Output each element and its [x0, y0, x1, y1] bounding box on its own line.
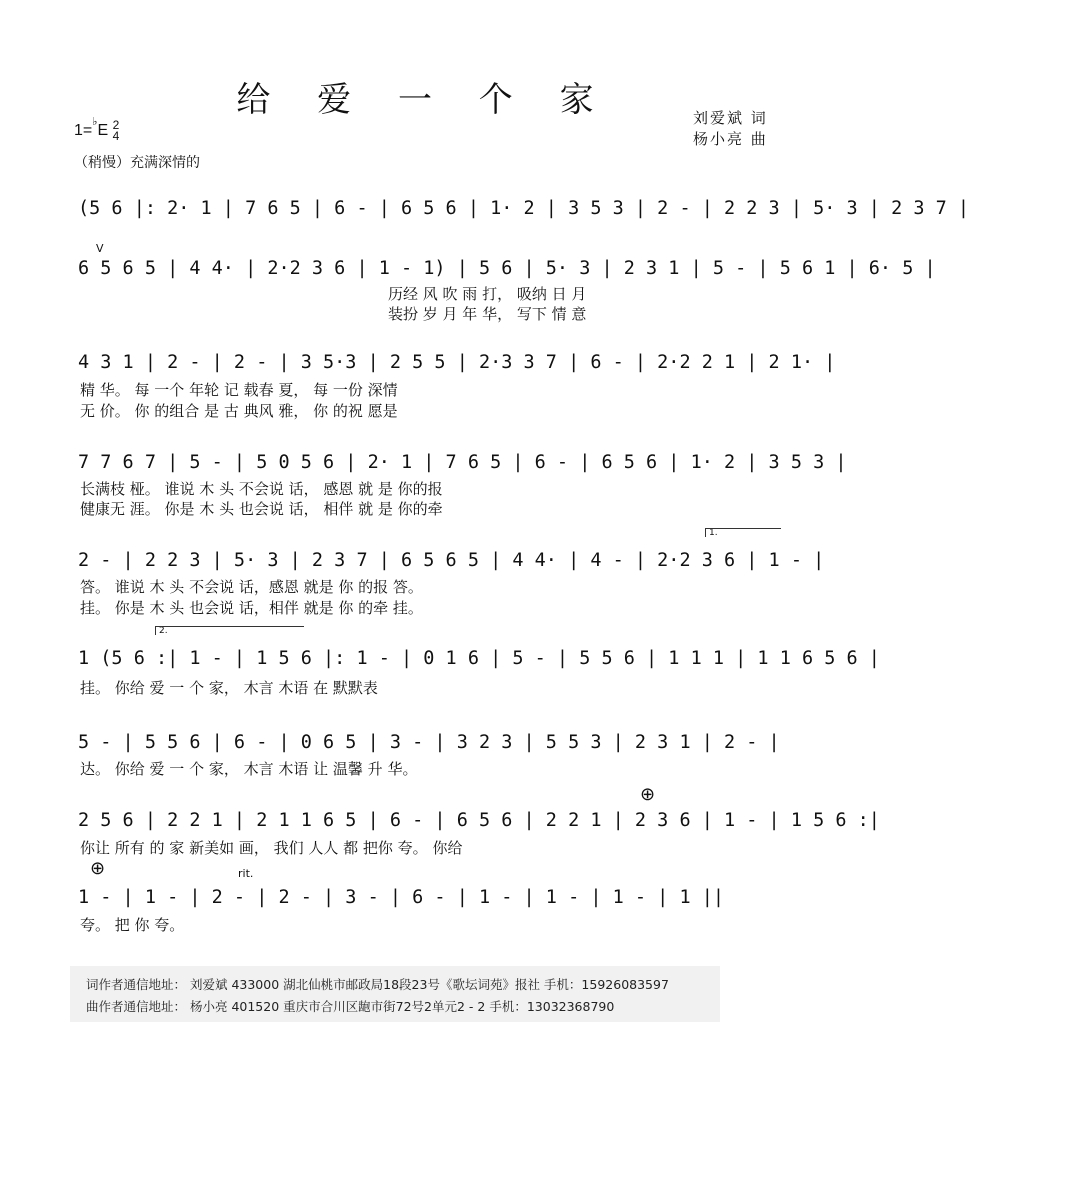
lyric-line: 精 华。 每 一个 年轮 记 载春 夏， 每 一份 深情 [80, 381, 398, 399]
volta-one: 1. [709, 528, 718, 538]
score-row-9: 1 - | 1 - | 2 - | 2 - | 3 - | 6 - | 1 - | 1 - | 1 - | 1 || [78, 887, 725, 908]
lyric-line: 挂。 你给 爱 一 个 家， 木言 木语 在 默默表 [80, 679, 378, 697]
score-row-3: 4 3 1 | 2 - | 2 - | 3 5·3 | 2 5 5 | 2·3 3 7 | 6 - | 2·2 2 1 | 2 1· | [78, 352, 836, 373]
score-row-5: 2 - | 2 2 3 | 5· 3 | 2 3 7 | 6 5 6 5 | 4 4· | 4 - | 2·2 3 6 | 1 - | [78, 550, 825, 571]
lyric-line: 答。 谁说 木 头 不会说 话，感恩 就是 你 的报 答。 [80, 578, 423, 596]
lyric-line: 装扮 岁 月 年 华， 写下 情 意 [388, 305, 587, 323]
song-title: 给 爱 一 个 家 [236, 80, 612, 120]
coda-sign-icon: ⊕ [640, 784, 656, 805]
lyric-line: 健康无 涯。 你是 木 头 也会说 话， 相伴 就 是 你的牵 [80, 500, 443, 518]
lyric-line: 挂。 你是 木 头 也会说 话，相伴 就是 你 的牵 挂。 [80, 599, 423, 617]
tempo-marking: （稍慢）充满深情的 [74, 155, 200, 171]
score-row-6: 1 (5 6 :| 1 - | 1 5 6 |: 1 - | 0 1 6 | 5 - | 5 5 6 | 1 1 1 | 1 1 6 5 6 | [78, 648, 880, 669]
score-row-7: 5 - | 5 5 6 | 6 - | 0 6 5 | 3 - | 3 2 3 | 5 5 3 | 2 3 1 | 2 - | [78, 732, 780, 753]
lyric-line: 历经 风 吹 雨 打， 吸纳 日 月 [388, 285, 587, 303]
time-signature [113, 120, 120, 142]
composer-credit: 杨小亮 曲 [693, 130, 768, 148]
composer-address: 曲作者通信地址： 杨小亮 401520 重庆市合川区龅市街72号2单元2 - 2 手机：13032368790 [86, 999, 615, 1014]
flat-sign: ♭ [92, 116, 98, 129]
lyric-line: 达。 你给 爱 一 个 家， 木言 木语 让 温馨 升 华。 [80, 760, 418, 778]
time-top: 2 [112, 118, 120, 132]
lyric-line: 长满枝 桠。 谁说 木 头 不会说 话， 感恩 就 是 你的报 [80, 480, 443, 498]
score-row-8: 2 5 6 | 2 2 1 | 2 1 1 6 5 | 6 - | 6 5 6 | 2 2 1 | 2 3 6 | 1 - | 1 5 6 :| [78, 810, 880, 831]
breath-mark: V [96, 242, 104, 255]
ritardando-mark: rit. [238, 867, 254, 880]
lyric-line: 你让 所有 的 家 新美如 画， 我们 人人 都 把你 夸。 你给 [80, 839, 463, 857]
key-prefix: 1= [74, 122, 93, 140]
score-row-4: 7 7 6 7 | 5 - | 5 0 5 6 | 2· 1 | 7 6 5 | 6 - | 6 5 6 | 1· 2 | 3 5 3 | [78, 452, 847, 473]
score-row-2: 6 5 6 5 | 4 4· | 2·2 3 6 | 1 - 1) | 5 6 | 5· 3 | 2 3 1 | 5 - | 5 6 1 | 6· 5 | [78, 258, 936, 279]
lyric-line: 夸。 把 你 夸。 [80, 916, 185, 934]
key-signature [74, 116, 120, 143]
time-bottom: 4 [112, 129, 120, 143]
score-row-1: (5 6 |: 2· 1 | 7 6 5 | 6 - | 6 5 6 | 1· 2 | 3 5 3 | 2 - | 2 2 3 | 5· 3 | 2 3 7 | [78, 198, 970, 219]
volta-bracket [705, 528, 781, 537]
key-note: E [97, 122, 109, 140]
lyricist-address: 词作者通信地址： 刘爱斌 433000 湖北仙桃市邮政局18段23号《歌坛词苑》报社 手机：15926083597 [86, 977, 669, 992]
lyric-line: 无 价。 你 的组合 是 古 典风 雅， 你 的祝 愿是 [80, 402, 398, 420]
coda-sign-icon: ⊕ [90, 858, 106, 879]
volta-bracket [155, 626, 304, 635]
volta-two: 2. [159, 626, 168, 636]
lyricist-credit: 刘爱斌 词 [693, 109, 768, 127]
